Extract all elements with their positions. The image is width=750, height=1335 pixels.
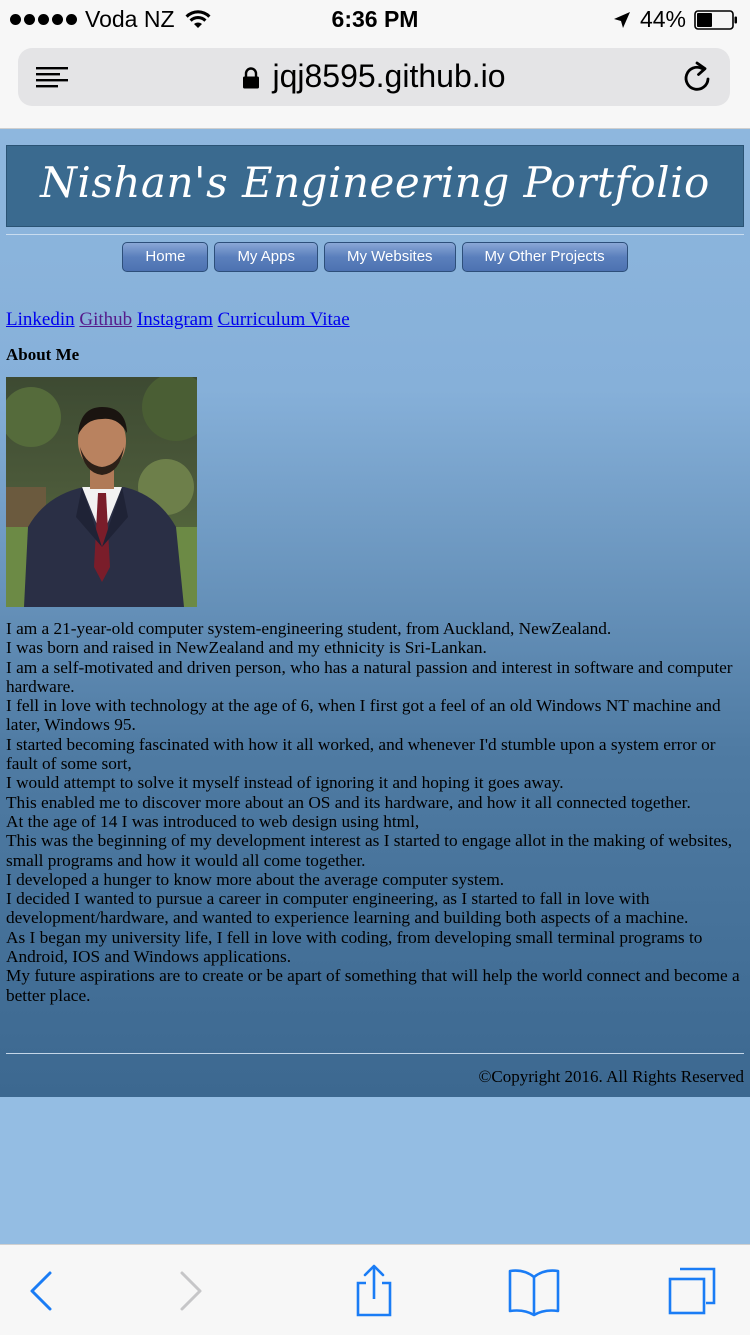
nav-home-button[interactable]: Home (122, 242, 208, 272)
url-display[interactable] (18, 58, 730, 95)
site-nav (0, 242, 750, 272)
bio-paragraph: At the age of 14 I was introduced to web design using html, (6, 811, 420, 831)
divider-top (6, 234, 744, 235)
divider-bottom (6, 1053, 744, 1054)
about-me-heading: About Me (6, 345, 80, 364)
url-text: jqj8595.github.io (272, 58, 506, 94)
bio-paragraph: My future aspirations are to create or be apart of something that will help the world connect and become a better place. (6, 966, 740, 1005)
bio-paragraph: This enabled me to discover more about an OS and its hardware, and how it all connected together. (6, 792, 691, 812)
copyright-text: ©Copyright 2016. All Rights Reserved (478, 1067, 744, 1086)
linkedin-link[interactable]: Linkedin (6, 309, 75, 330)
tabs-icon[interactable] (664, 1263, 720, 1319)
about-me-bio (6, 619, 744, 1005)
forward-icon[interactable] (162, 1263, 218, 1319)
status-bar (0, 0, 750, 40)
bio-paragraph: I was born and raised in NewZealand and my ethnicity is Sri-Lankan. (6, 638, 487, 658)
back-icon[interactable] (14, 1263, 70, 1319)
bio-paragraph: I developed a hunger to know more about the average computer system. (6, 869, 505, 889)
social-links (6, 309, 350, 331)
curriculum-vitae-link[interactable]: Curriculum Vitae (217, 309, 350, 330)
location-arrow-icon (612, 10, 632, 30)
instagram-link[interactable]: Instagram (136, 309, 213, 330)
bio-paragraph: I started becoming fascinated with how it all worked, and whenever I'd stumble upon a system error or fault of some sort, (6, 734, 716, 774)
address-bar[interactable] (18, 48, 730, 106)
lock-icon (242, 67, 260, 89)
bio-paragraph: I am a 21-year-old computer system-engineering student, from Auckland, NewZealand. (6, 619, 612, 638)
bio-paragraph: This was the beginning of my development interest as I started to engage allot in the making of websites, small programs and how it would all come together. (6, 831, 733, 870)
site-title: Nishan's Engineering Portfolio (40, 158, 710, 207)
battery-icon (694, 10, 738, 30)
nav-my-apps-button[interactable]: My Apps (214, 242, 318, 272)
bio-paragraph: I am a self-motivated and driven person, who has a natural passion and interest in software and computer hardware. (6, 657, 733, 696)
status-right (612, 6, 738, 33)
battery-percent: 44% (639, 6, 686, 32)
bookmarks-icon[interactable] (506, 1263, 562, 1319)
browser-toolbar (0, 1244, 750, 1335)
reload-icon[interactable] (682, 60, 714, 94)
bio-paragraph: As I began my university life, I fell in love with coding, from developing small terminal programs to Android, IOS and Windows applications. (6, 927, 703, 967)
site-banner (6, 145, 744, 227)
browser-address-area (0, 40, 750, 129)
bio-paragraph: I would attempt to solve it myself instead of ignoring it and hoping it goes away. (6, 773, 564, 793)
bio-paragraph: I decided I wanted to pursue a career in computer engineering, as I started to fall in love with development/hardware, and wanted to experience learning and building both aspects of a machine. (6, 889, 689, 928)
bio-paragraph: I fell in love with technology at the age of 6, when I first got a feel of an old Windows NT machine and later, Windows 95. (6, 696, 721, 735)
profile-photo (6, 377, 197, 607)
nav-my-other-projects-button[interactable]: My Other Projects (462, 242, 628, 272)
nav-my-websites-button[interactable]: My Websites (324, 242, 456, 272)
web-page (0, 129, 750, 1097)
carrier-name: Voda NZ (85, 6, 175, 32)
github-link[interactable]: Github (79, 309, 133, 330)
status-time: 6:36 PM (331, 6, 419, 32)
share-icon[interactable] (346, 1263, 402, 1319)
